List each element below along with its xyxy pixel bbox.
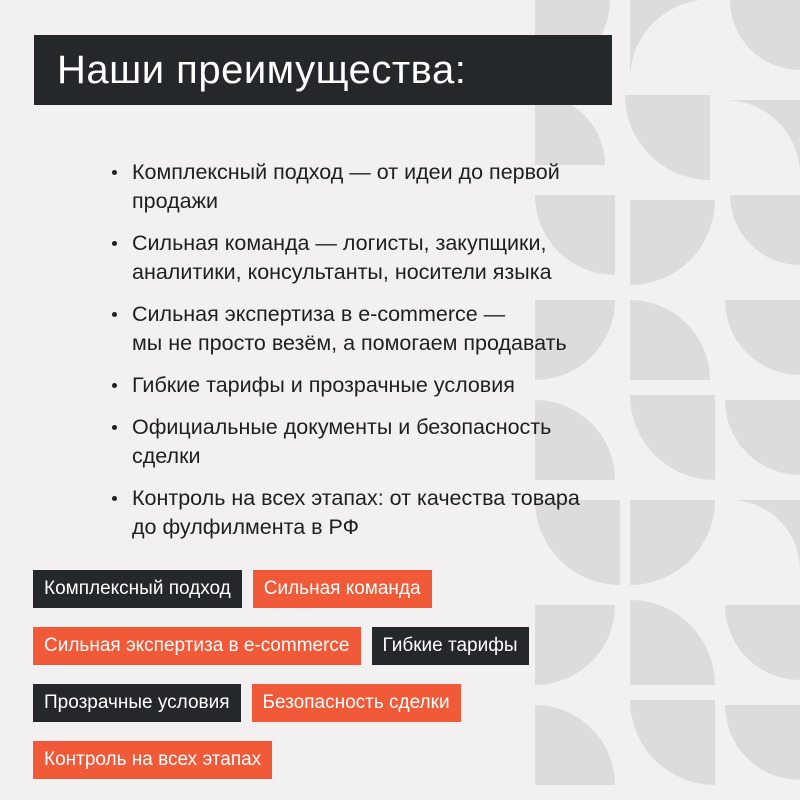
list-item-line: Гибкие тарифы и прозрачные условия — [132, 373, 515, 397]
bullet-icon — [112, 496, 117, 501]
bullet-icon — [112, 383, 117, 388]
advantages-list — [112, 158, 692, 555]
list-item — [112, 158, 692, 216]
bullet-icon — [112, 170, 117, 175]
tag-cloud — [33, 570, 529, 798]
list-item — [112, 300, 692, 358]
list-item — [112, 229, 692, 287]
list-item — [112, 371, 692, 400]
list-item — [112, 413, 692, 471]
list-item — [112, 484, 692, 542]
list-item-line: аналитики, консультанты, носители языка — [132, 260, 552, 284]
list-item-line: мы не просто везём, а помогаем продавать — [132, 331, 567, 355]
tag-row — [33, 684, 529, 722]
list-item-line: Контроль на всех этапах: от качества товара — [132, 486, 580, 510]
tag-deal-security: Безопасность сделки — [252, 684, 461, 722]
list-item-line: Официальные документы и безопасность — [132, 415, 552, 439]
list-item-line: Сильная команда — логисты, закупщики, — [132, 231, 547, 255]
tag-strong-team: Сильная команда — [253, 570, 432, 608]
list-item-line: Комплексный подход — от идеи до первой — [132, 160, 560, 184]
tag-flexible-tariffs: Гибкие тарифы — [372, 627, 529, 665]
title-banner — [34, 35, 612, 105]
tag-complex-approach: Комплексный подход — [33, 570, 242, 608]
bullet-icon — [112, 312, 117, 317]
bullet-icon — [112, 425, 117, 430]
list-item-line: до фулфилмента в РФ — [132, 515, 359, 539]
tag-transparent-terms: Прозрачные условия — [33, 684, 241, 722]
tag-row — [33, 741, 529, 779]
tag-ecommerce-expertise: Сильная экспертиза в e-commerce — [33, 627, 361, 665]
tag-control-all-stages: Контроль на всех этапах — [33, 741, 272, 779]
tag-row — [33, 570, 529, 608]
list-item-line: Сильная экспертиза в e-commerce — — [132, 302, 506, 326]
bullet-icon — [112, 241, 117, 246]
page-title: Наши преимущества: — [57, 47, 467, 92]
list-item-line: продажи — [132, 189, 218, 213]
list-item-line: сделки — [132, 444, 201, 468]
tag-row — [33, 627, 529, 665]
